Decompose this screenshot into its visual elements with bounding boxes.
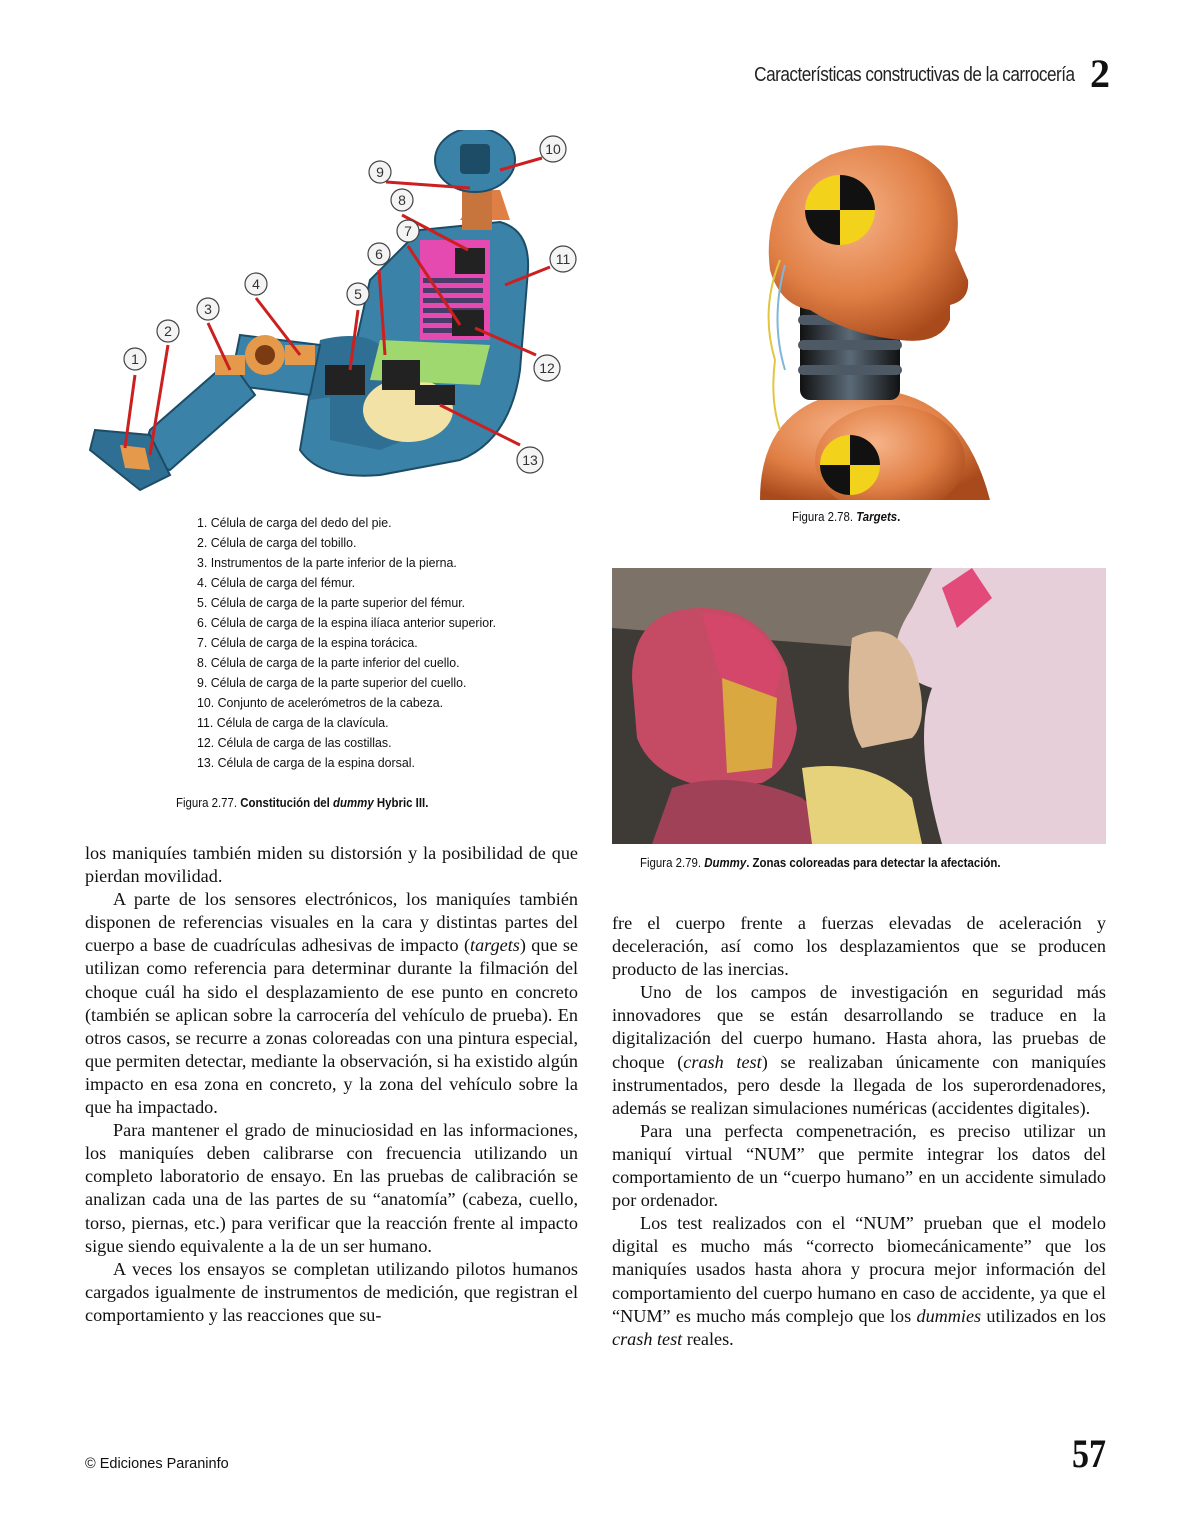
callout-label: 7	[404, 223, 412, 239]
legend-item: 1. Célula de carga del dedo del pie.	[197, 515, 392, 530]
paragraph-text: ) se realizaban únicamente con maniquíes instrumentados, pero desde la llegada de los superordenadores, además se realizan simulaciones numéricas (accidentes digitales).	[612, 1051, 1106, 1118]
caption-label: Figura 2.79.	[640, 855, 702, 870]
callout-label: 9	[376, 164, 384, 180]
legend-item: 4. Célula de carga del fémur.	[197, 575, 356, 590]
dummy-diagram	[80, 130, 600, 510]
callout-label: 3	[204, 301, 212, 317]
legend-item: 7. Célula de carga de la espina torácica.	[197, 635, 418, 650]
head-target-icon	[805, 175, 875, 245]
figure-caption-2-79	[640, 855, 1001, 870]
figure-caption-2-77	[176, 795, 428, 810]
paragraph: A veces los ensayos se completan utilizando pilotos humanos cargados igualmente de instrumentos de medición, que registran el comportamiento y las reacciones que su-	[85, 1258, 578, 1325]
paragraph	[85, 888, 578, 1119]
running-head: Características constructivas de la carrocería	[754, 64, 1075, 86]
dummy-photo	[612, 568, 1106, 844]
page-number: 57	[1072, 1431, 1106, 1476]
paragraph: Para una perfecta compenetración, es preciso utilizar un maniquí virtual “NUM” que permite integrar los datos del comportamiento de un “cuerpo humano” en un accidente simulado por ordenador.	[612, 1120, 1106, 1211]
dummy-silhouette	[90, 130, 528, 490]
callout-label: 10	[545, 141, 561, 157]
legend-item: 13. Célula de carga de la espina dorsal.	[197, 755, 415, 770]
shoulder-target-icon	[820, 435, 880, 495]
caption-italic: Dummy	[704, 855, 747, 870]
legend-item: 5. Célula de carga de la parte superior del fémur.	[197, 595, 466, 610]
caption-text: Hybric III.	[373, 795, 429, 810]
legend-item: 10. Conjunto de acelerómetros de la cabeza.	[197, 695, 444, 710]
legend-item: 2. Célula de carga del tobillo.	[197, 535, 357, 550]
caption-label: Figura 2.78.	[792, 509, 854, 524]
figure-caption-2-78	[792, 509, 900, 524]
paragraph	[612, 981, 1106, 1120]
legend-item: 11. Célula de carga de la clavícula.	[197, 715, 389, 730]
callout-label: 6	[375, 246, 383, 262]
caption-italic: dummy	[333, 795, 374, 810]
legend-item: 3. Instrumentos de la parte inferior de la pierna.	[197, 555, 457, 570]
callout-label: 2	[164, 323, 172, 339]
dummy-head-shape	[769, 145, 968, 340]
targets-illustration	[740, 130, 1010, 500]
paragraph-text: utilizados en los	[981, 1305, 1107, 1326]
legend-item: 6. Célula de carga de la espina ilíaca anterior superior.	[197, 615, 497, 630]
legend-item: 8. Célula de carga de la parte inferior del cuello.	[197, 655, 460, 670]
callout-label: 12	[539, 360, 555, 376]
paragraph-italic: crash test	[683, 1051, 762, 1072]
callout-label: 11	[555, 251, 571, 267]
paragraph: Para mantener el grado de minuciosidad en las informaciones, los maniquíes deben calibrarse con frecuencia utilizando un completo laboratorio de ensayo. En las pruebas de calibración se analizan cada una de las partes de su “anatomía” (cabeza, cuello, torso, piernas, etc.) para verificar que la reacción frente al impacto sigue siendo equivalente a la de un ser humano.	[85, 1120, 578, 1256]
legend-item: 12. Célula de carga de las costillas.	[197, 735, 392, 750]
paragraph-italic: crash test	[612, 1328, 683, 1349]
paragraph-italic: dummies	[916, 1305, 982, 1326]
caption-text: . Zonas coloreadas para detectar la afectación.	[746, 855, 1001, 870]
caption-italic: Targets	[856, 509, 898, 524]
body-column-right	[612, 912, 1106, 1351]
legend-item: 9. Célula de carga de la parte superior del cuello.	[197, 675, 467, 690]
paragraph: los maniquíes también miden su distorsión y la posibilidad de que pierdan movilidad.	[85, 843, 578, 887]
body-column-left	[85, 842, 578, 1327]
paragraph: fre el cuerpo frente a fuerzas elevadas de aceleración y deceleración, así como los desplazamientos que se producen producto de las inercias.	[612, 913, 1106, 980]
caption-label: Figura 2.77.	[176, 795, 238, 810]
paragraph-text: Uno de los campos de investigación en seguridad más innovadores que se están desarrollando se traduce en la digitalización del cuerpo humano. Hasta ahora, las pruebas de choque (	[612, 982, 1106, 1072]
paragraph-italic: targets	[470, 935, 520, 956]
paragraph-text: A parte de los sensores electrónicos, los maniquíes también disponen de referencias visuales en la cara y distintas partes del cuerpo a base de cuadrículas adhesivas de impacto (	[85, 889, 578, 956]
callout-label: 1	[131, 351, 139, 367]
paragraph	[612, 1212, 1106, 1351]
chapter-number: 2	[1090, 51, 1110, 96]
footer-copyright: © Ediciones Paraninfo	[85, 1456, 229, 1472]
caption-text: .	[897, 509, 901, 524]
caption-text: Constitución del	[240, 795, 334, 810]
paragraph-text: ) que se utilizan como referencia para determinar durante la filmación del choque cuál ha sido el desplazamiento de ese punto en concreto (también se aplican sobre la carrocería del vehículo de prueba). En otros casos, se recurre a zonas coloreadas con una pintura especial, que permiten detectar, mediante la observación, si ha existido algún impacto en esa zona en concreto, y la zona del vehículo sobre la que ha impactado.	[85, 935, 579, 1118]
figure-legend	[197, 513, 496, 773]
paragraph-text: Los test realizados con el “NUM” prueban que el modelo digital es mucho más “correcto biomecánicamente” que los maniquíes usados hasta ahora y procura mejor información del comportamiento del cuerpo humano en caso de accidente, ya que el “NUM” es mucho más complejo que los	[612, 1213, 1106, 1326]
callout-label: 13	[522, 452, 538, 468]
callout-label: 4	[252, 276, 260, 292]
callout-label: 8	[398, 192, 406, 208]
callout-label: 5	[354, 286, 362, 302]
paragraph-text: reales.	[682, 1328, 734, 1349]
